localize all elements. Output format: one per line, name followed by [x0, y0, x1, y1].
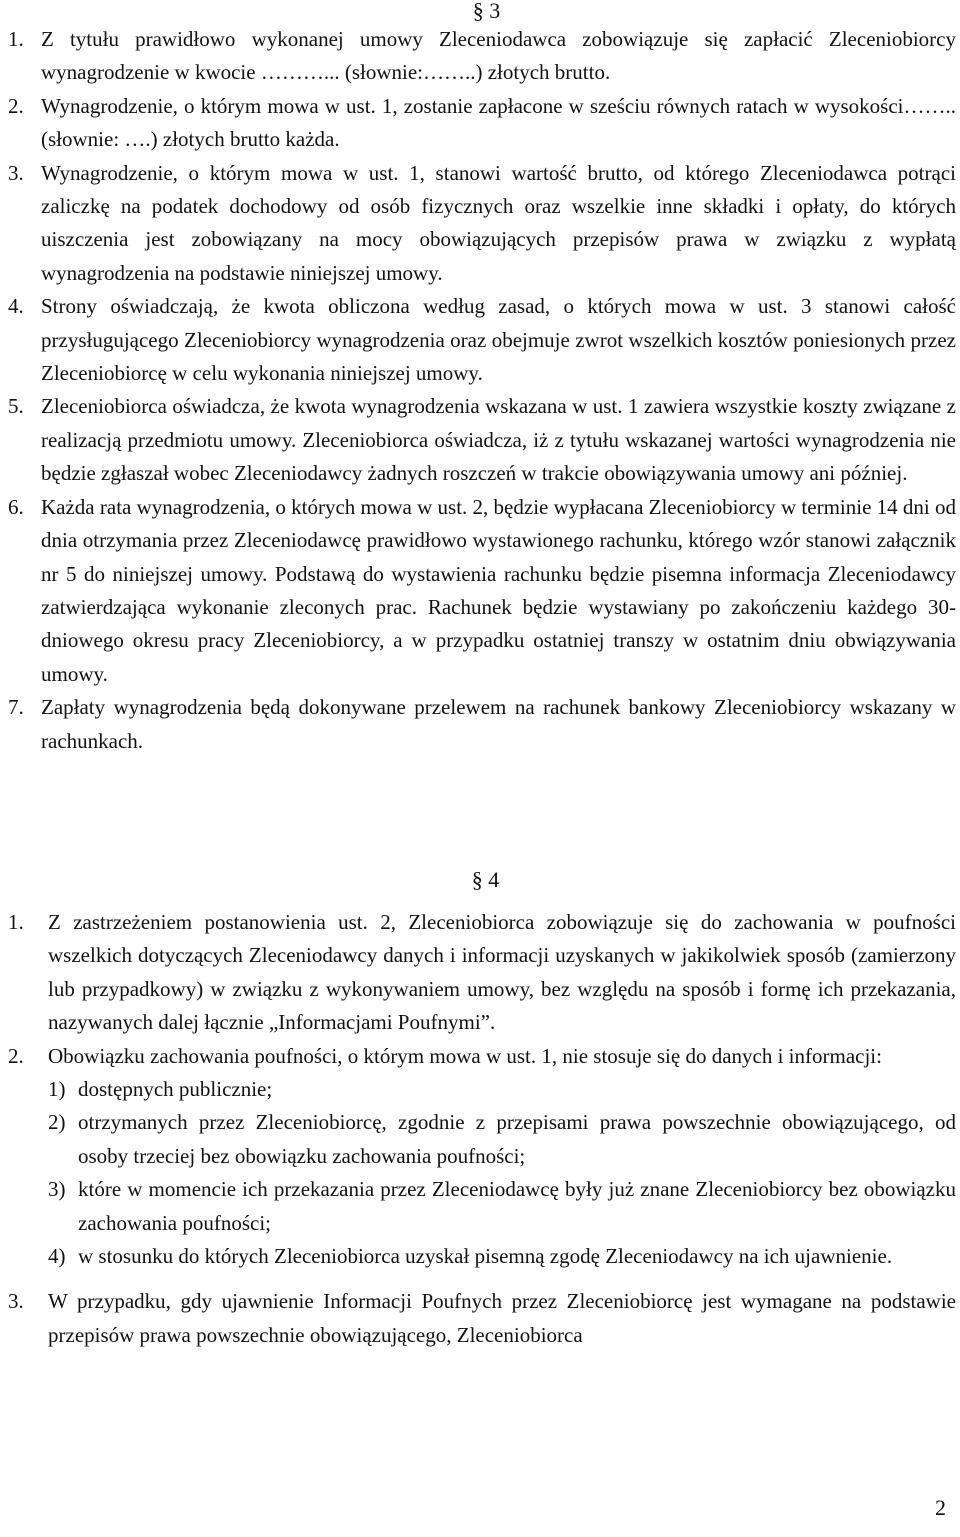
- item-number: 4.: [8, 294, 24, 319]
- item-text: Wynagrodzenie, o którym mowa w ust. 1, zostanie zapłacone w sześciu równych ratach w wysokości…….. (słownie: ….) złotych brutto każda.: [41, 93, 956, 152]
- section-4-sublist: [48, 1073, 956, 1273]
- section-3-title: § 3: [472, 0, 501, 23]
- section-3-item-2: [8, 90, 956, 157]
- section-3-item-1: [8, 23, 956, 90]
- item-number: 2.: [8, 1043, 24, 1068]
- sub-item-text: otrzymanych przez Zleceniobiorcę, zgodnie z przepisami prawa powszechnie obowiązującego, od osoby trzeciej bez obowiązku zachowania poufności;: [78, 1110, 956, 1168]
- section-4-item-3: [8, 1285, 956, 1352]
- item-number: 3.: [8, 160, 24, 185]
- item-number: 3.: [8, 1289, 24, 1314]
- section-3-item-5: [8, 390, 956, 490]
- item-number: 1.: [8, 910, 24, 934]
- sub-item-text: w stosunku do których Zleceniobiorca uzyskał pisemną zgodę Zleceniodawcy na ich ujawnienie.: [78, 1244, 893, 1269]
- item-number: 1.: [8, 27, 24, 51]
- item-number: 7.: [8, 695, 24, 720]
- item-text: Wynagrodzenie, o którym mowa w ust. 1, stanowi wartość brutto, od którego Zleceniodawca potrąci zaliczkę na podatek dochodowy od osób fizycznych oraz wszelkie inne składki i opłaty, do których uiszczenia jest zobowiązany na mocy obowiązujących przepisów prawa w związku z wypłatą wynagrodzenia na podstawie niniejszej umowy.: [41, 160, 956, 285]
- sub-item-4: [48, 1240, 956, 1273]
- sub-item-1: [48, 1073, 956, 1106]
- section-4-list: [8, 906, 956, 1352]
- sub-item-3: [48, 1173, 956, 1240]
- section-3-item-3: [8, 157, 956, 291]
- section-4-item-2: [8, 1040, 956, 1274]
- section-4-title: § 4: [471, 867, 500, 892]
- item-text: Z tytułu prawidłowo wykonanej umowy Zleceniodawca zobowiązuje się zapłacić Zleceniobiorcy wynagrodzenie w kwocie ………... (słownie:……..) złotych brutto.: [41, 27, 956, 85]
- item-number: 5.: [8, 394, 24, 419]
- item-number: 6.: [8, 494, 24, 519]
- sub-item-number: 4): [48, 1244, 66, 1269]
- sub-item-number: 1): [48, 1077, 66, 1102]
- section-4-item-1: [8, 906, 956, 1040]
- item-text: W przypadku, gdy ujawnienie Informacji Poufnych przez Zleceniobiorcę jest wymagane na podstawie przepisów prawa powszechnie obowiązującego, Zleceniobiorca: [48, 1289, 956, 1347]
- sub-item-number: 3): [48, 1177, 66, 1202]
- item-text: Obowiązku zachowania poufności, o którym mowa w ust. 1, nie stosuje się do danych i informacji:: [48, 1043, 882, 1068]
- sub-item-2: [48, 1106, 956, 1173]
- section-3-item-4: [8, 290, 956, 390]
- item-text: Strony oświadczają, że kwota obliczona według zasad, o których mowa w ust. 3 stanowi całość przysługującego Zleceniobiorcy wynagrodzenia oraz obejmuje zwrot wszelkich kosztów poniesionych przez Zleceniobiorcę w celu wykonania niniejszej umowy.: [41, 294, 956, 386]
- item-text: Zleceniobiorca oświadcza, że kwota wynagrodzenia wskazana w ust. 1 zawiera wszystkie koszty związane z realizacją przedmiotu umowy. Zleceniobiorca oświadcza, iż z tytułu wskazanej wartości wynagrodzenia nie będzie zgłaszał wobec Zleceniodawcy żadnych roszczeń w trakcie obowiązywania umowy ani później.: [41, 394, 956, 486]
- sub-item-text: które w momencie ich przekazania przez Zleceniodawcę były już znane Zleceniobiorcy bez obowiązku zachowania poufności;: [78, 1177, 956, 1235]
- item-number: 2.: [8, 93, 24, 118]
- sub-item-text: dostępnych publicznie;: [78, 1077, 273, 1102]
- item-text: Każda rata wynagrodzenia, o których mowa w ust. 2, będzie wypłacana Zleceniobiorcy w terminie 14 dni od dnia otrzymania przez Zleceniodawcę prawidłowo wystawionego rachunku, którego wzór stanowi załącznik nr 5 do niniejszej umowy. Podstawą do wystawienia rachunku będzie pisemna informacja Zleceniodawcy zatwierdzająca wykonanie zleconych prac. Rachunek będzie wystawiany po zakończeniu każdego 30-dniowego okresu pracy Zleceniobiorcy, a w przypadku ostatniej transzy w ostatnim dniu obwiązywania umowy.: [41, 494, 956, 686]
- sub-item-number: 2): [48, 1110, 66, 1135]
- page-number: 2: [935, 1495, 946, 1520]
- section-3-item-7: [8, 691, 956, 758]
- section-3-list: [8, 23, 956, 758]
- item-text: Z zastrzeżeniem postanowienia ust. 2, Zleceniobiorca zobowiązuje się do zachowania w poufności wszelkich dotyczących Zleceniodawcy danych i informacji uzyskanych w jakikolwiek sposób (zamierzony lub przypadkowy) w związku z wykonywaniem umowy, bez względu na sposób i formę ich przekazania, nazywanych dalej łącznie „Informacjami Poufnymi”.: [48, 910, 956, 1035]
- section-3-item-6: [8, 491, 956, 691]
- item-text: Zapłaty wynagrodzenia będą dokonywane przelewem na rachunek bankowy Zleceniobiorcy wskazany w rachunkach.: [41, 695, 956, 753]
